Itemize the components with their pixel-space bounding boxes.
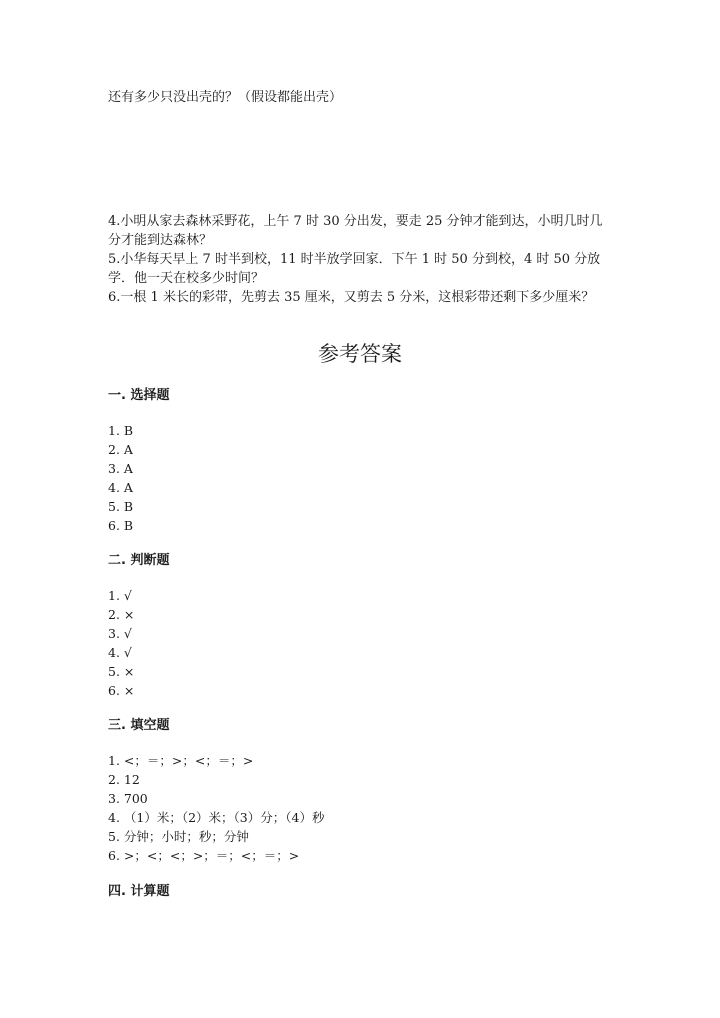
answer-title: 参考答案 <box>318 342 402 366</box>
list-item: 1. <；＝；>；<；＝；> <box>108 753 254 768</box>
list-item: 5. 分钟；小时；秒；分钟 <box>108 829 249 844</box>
list-item: 3. A <box>108 461 133 476</box>
list-item: 3. √ <box>108 626 132 641</box>
list-item: 6. B <box>108 518 134 533</box>
section-heading-fill: 三. 填空题 <box>108 718 170 733</box>
problem-4: 4.小明从家去森林采野花，上午 7 时 30 分出发，要走 25 分钟才能到达，小明几时几分才能到达森林？ <box>108 214 603 248</box>
judge-answer-list <box>108 586 134 700</box>
list-item: 2. × <box>108 607 135 622</box>
list-item: 4. A <box>108 480 133 495</box>
list-item: 5. B <box>108 499 134 514</box>
question-text-tail: 还有多少只没出壳的？（假设都能出壳） <box>108 90 343 105</box>
list-item: 1. B <box>108 423 134 438</box>
list-item: 1. √ <box>108 588 132 603</box>
problem-6: 6.一根 1 米长的彩带，先剪去 35 厘米，又剪去 5 分米，这根彩带还剩下多少厘米？ <box>108 290 595 305</box>
section-heading-judge: 二. 判断题 <box>108 553 170 568</box>
fill-answer-list <box>108 751 324 865</box>
problem-5: 5.小华每天早上 7 时半到校，11 时半放学回家．下午 1 时 50 分到校，4 时 50 分放学．他一天在校多少时间？ <box>108 252 601 286</box>
list-item: 4. √ <box>108 645 132 660</box>
section-heading-calc: 四. 计算题 <box>108 884 170 899</box>
choice-answer-list <box>108 421 133 535</box>
list-item: 6. × <box>108 683 135 698</box>
list-item: 2. 12 <box>108 772 140 787</box>
list-item: 5. × <box>108 664 135 679</box>
list-item: 3. 700 <box>108 791 148 806</box>
list-item: 2. A <box>108 442 133 457</box>
list-item: 6. >；<；<；>；＝；<；＝；> <box>108 848 300 863</box>
section-heading-choice: 一. 选择题 <box>108 388 170 403</box>
list-item: 4. （1）米；（2）米；（3）分；（4）秒 <box>108 810 325 825</box>
